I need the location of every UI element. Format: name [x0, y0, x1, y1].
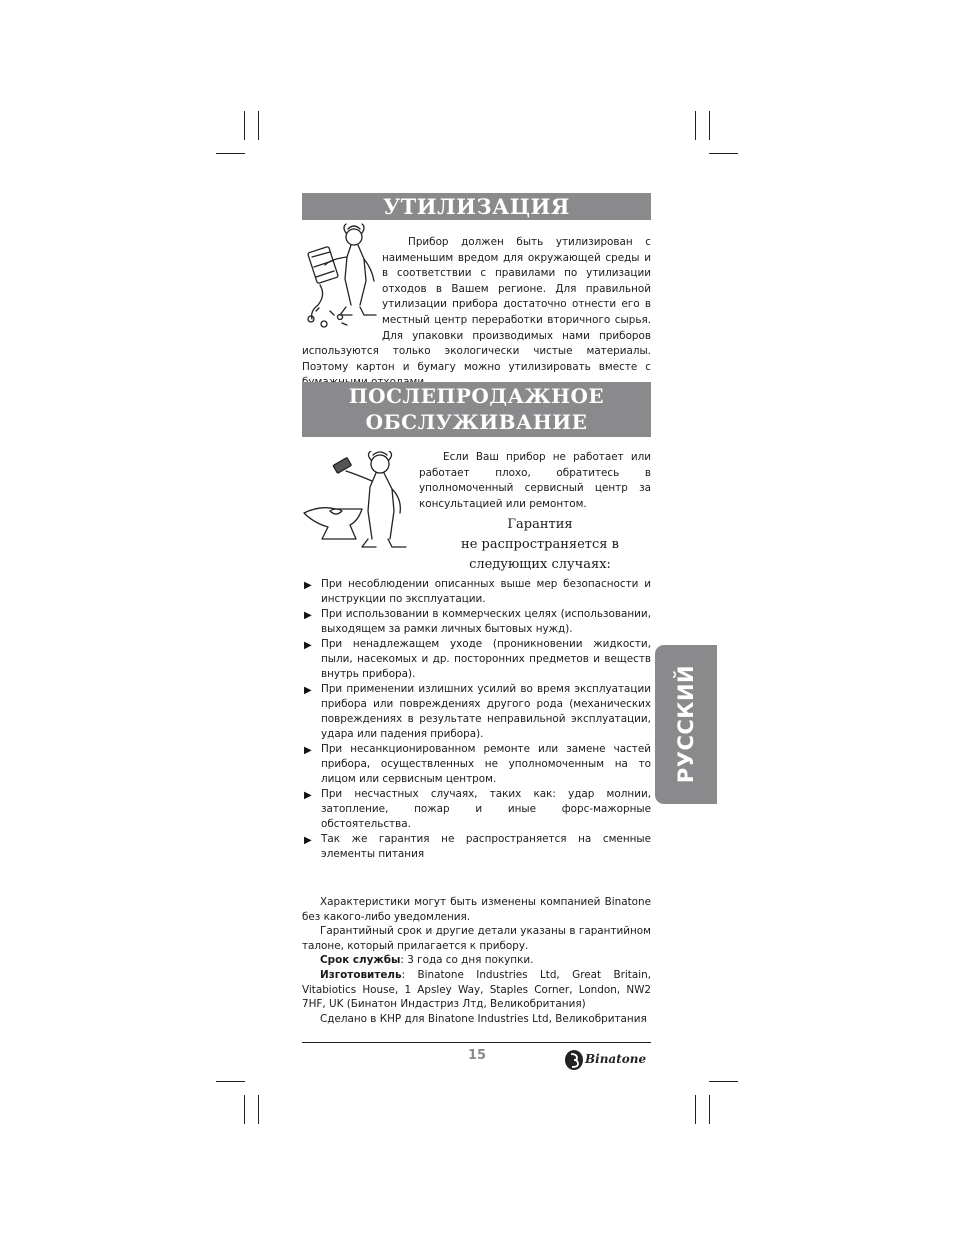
crop-mark-top-right-v1	[695, 111, 696, 140]
bullet-arrow-icon: ▶	[304, 790, 312, 801]
warranty-heading-line2: не распространяется в	[461, 537, 619, 552]
manufacturer-value: : Binatone Industries Ltd, Great Britain, Vitabiotics House, 1 Apsley Way, Staples Corner, London, NW2 7HF, UK (Бинатон Индастриз Лтд, Великобритания)	[302, 968, 651, 1011]
list-item	[302, 682, 651, 742]
language-tab-label: РУССКИЙ	[674, 664, 698, 784]
made-in-note: Сделано в КНР для Binatone Industries Ltd, Великобритания	[320, 1012, 647, 1025]
list-item-text: При применении излишних усилий во время эксплуатации прибора или повреждениях другого рода (механических повреждениях в результате неправильной эксплуатации, удара или падения прибора).	[321, 683, 651, 740]
service-life-label: Срок службы	[320, 954, 401, 967]
footer-notes	[302, 895, 651, 1026]
service-title-line1: ПОСЛЕПРОДАЖНОЕ	[348, 384, 605, 408]
list-item	[302, 832, 651, 862]
disposal-text	[302, 235, 651, 391]
warranty-heading-line3: следующих случаях:	[469, 557, 611, 572]
list-item	[302, 787, 651, 832]
list-item	[302, 577, 651, 607]
crop-mark-bottom-right-v1	[695, 1095, 696, 1124]
crop-mark-bottom-right-v2	[709, 1095, 710, 1124]
footer-divider	[302, 1042, 651, 1043]
service-title-line2: ОБСЛУЖИВАНИЕ	[365, 410, 588, 434]
language-tab	[655, 645, 717, 804]
service-life-value: : 3 года со дня покупки.	[400, 954, 534, 967]
crop-mark-top-left-h	[216, 153, 245, 154]
crop-mark-bottom-right-h	[709, 1081, 738, 1082]
page-number: 15	[467, 1048, 487, 1063]
warranty-heading-line1: Гарантия	[507, 517, 573, 532]
binatone-logo-icon	[564, 1049, 584, 1071]
binatone-logo	[564, 1048, 652, 1072]
service-text-body: Если Ваш прибор не работает или работает плохо, обратитесь в уполномоченный сервисный центр за консультацией или ремонтом.	[419, 451, 651, 510]
bullet-arrow-icon: ▶	[304, 610, 312, 621]
list-item	[302, 637, 651, 682]
manufacturer-label: Изготовитель	[320, 968, 402, 981]
binatone-logo-text: Binatone	[585, 1052, 647, 1066]
list-item	[302, 607, 651, 637]
crop-mark-top-right-v2	[709, 111, 710, 140]
section-title-disposal: УТИЛИЗАЦИЯ	[302, 193, 651, 220]
bullet-arrow-icon: ▶	[304, 580, 312, 591]
crop-mark-bottom-left-v2	[258, 1095, 259, 1124]
crop-mark-top-right-h	[709, 153, 738, 154]
changes-note: Характеристики могут быть изменены компанией Binatone без какого-либо уведомления.	[302, 896, 651, 923]
crop-mark-top-left-v2	[258, 111, 259, 140]
section-title-service	[302, 382, 651, 437]
bullet-arrow-icon: ▶	[304, 835, 312, 846]
list-item-text: При использовании в коммерческих целях (использовании, выходящем за рамки личных бытовых нужд).	[321, 608, 651, 635]
list-item-text: При несчастных случаях, таких как: удар молнии, затопление, пожар и иные форс-мажорные обстоятельства.	[321, 788, 651, 830]
crop-mark-bottom-left-v1	[244, 1095, 245, 1124]
crop-mark-bottom-left-h	[216, 1081, 245, 1082]
list-item	[302, 742, 651, 787]
bullet-arrow-icon: ▶	[304, 640, 312, 651]
warranty-heading	[440, 515, 640, 575]
service-life-note	[302, 953, 651, 968]
list-item-text: При несоблюдении описанных выше мер безопасности и инструкции по эксплуатации.	[321, 578, 651, 605]
bullet-arrow-icon: ▶	[304, 745, 312, 756]
list-item-text: При несанкционированном ремонте или замене частей прибора, осуществленных не уполномоченным на то лицом или сервисным центром.	[321, 743, 651, 785]
list-item-text: При ненадлежащем уходе (проникновении жидкости, пыли, насекомых и др. посторонних предметов и веществ внутрь прибора).	[321, 638, 651, 680]
bullet-arrow-icon: ▶	[304, 685, 312, 696]
service-text	[419, 450, 651, 512]
repairman-illustration	[302, 451, 408, 555]
crop-mark-top-left-v1	[244, 111, 245, 140]
list-item-text: Так же гарантия не распространяется на сменные элементы питания	[321, 833, 651, 860]
disposal-float-spacer	[302, 235, 382, 343]
disposal-text-body: Прибор должен быть утилизирован с наименьшим вредом для окружающей среды и в соответствии с правилами по утилизации отходов в Вашем регионе. Для правильной утилизации прибора достаточно отнести его в местный центр переработки вторичного сырья. Для упаковки производимых нами приборов используются только экологически чистые материалы. Поэтому картон и бумагу можно утилизировать вместе с	[302, 236, 651, 373]
warranty-period-note: Гарантийный срок и другие детали указаны в гарантийном талоне, который прилагается к прибору.	[302, 925, 651, 952]
warranty-exclusions-list	[302, 577, 651, 862]
manufacturer-note	[302, 968, 651, 1012]
